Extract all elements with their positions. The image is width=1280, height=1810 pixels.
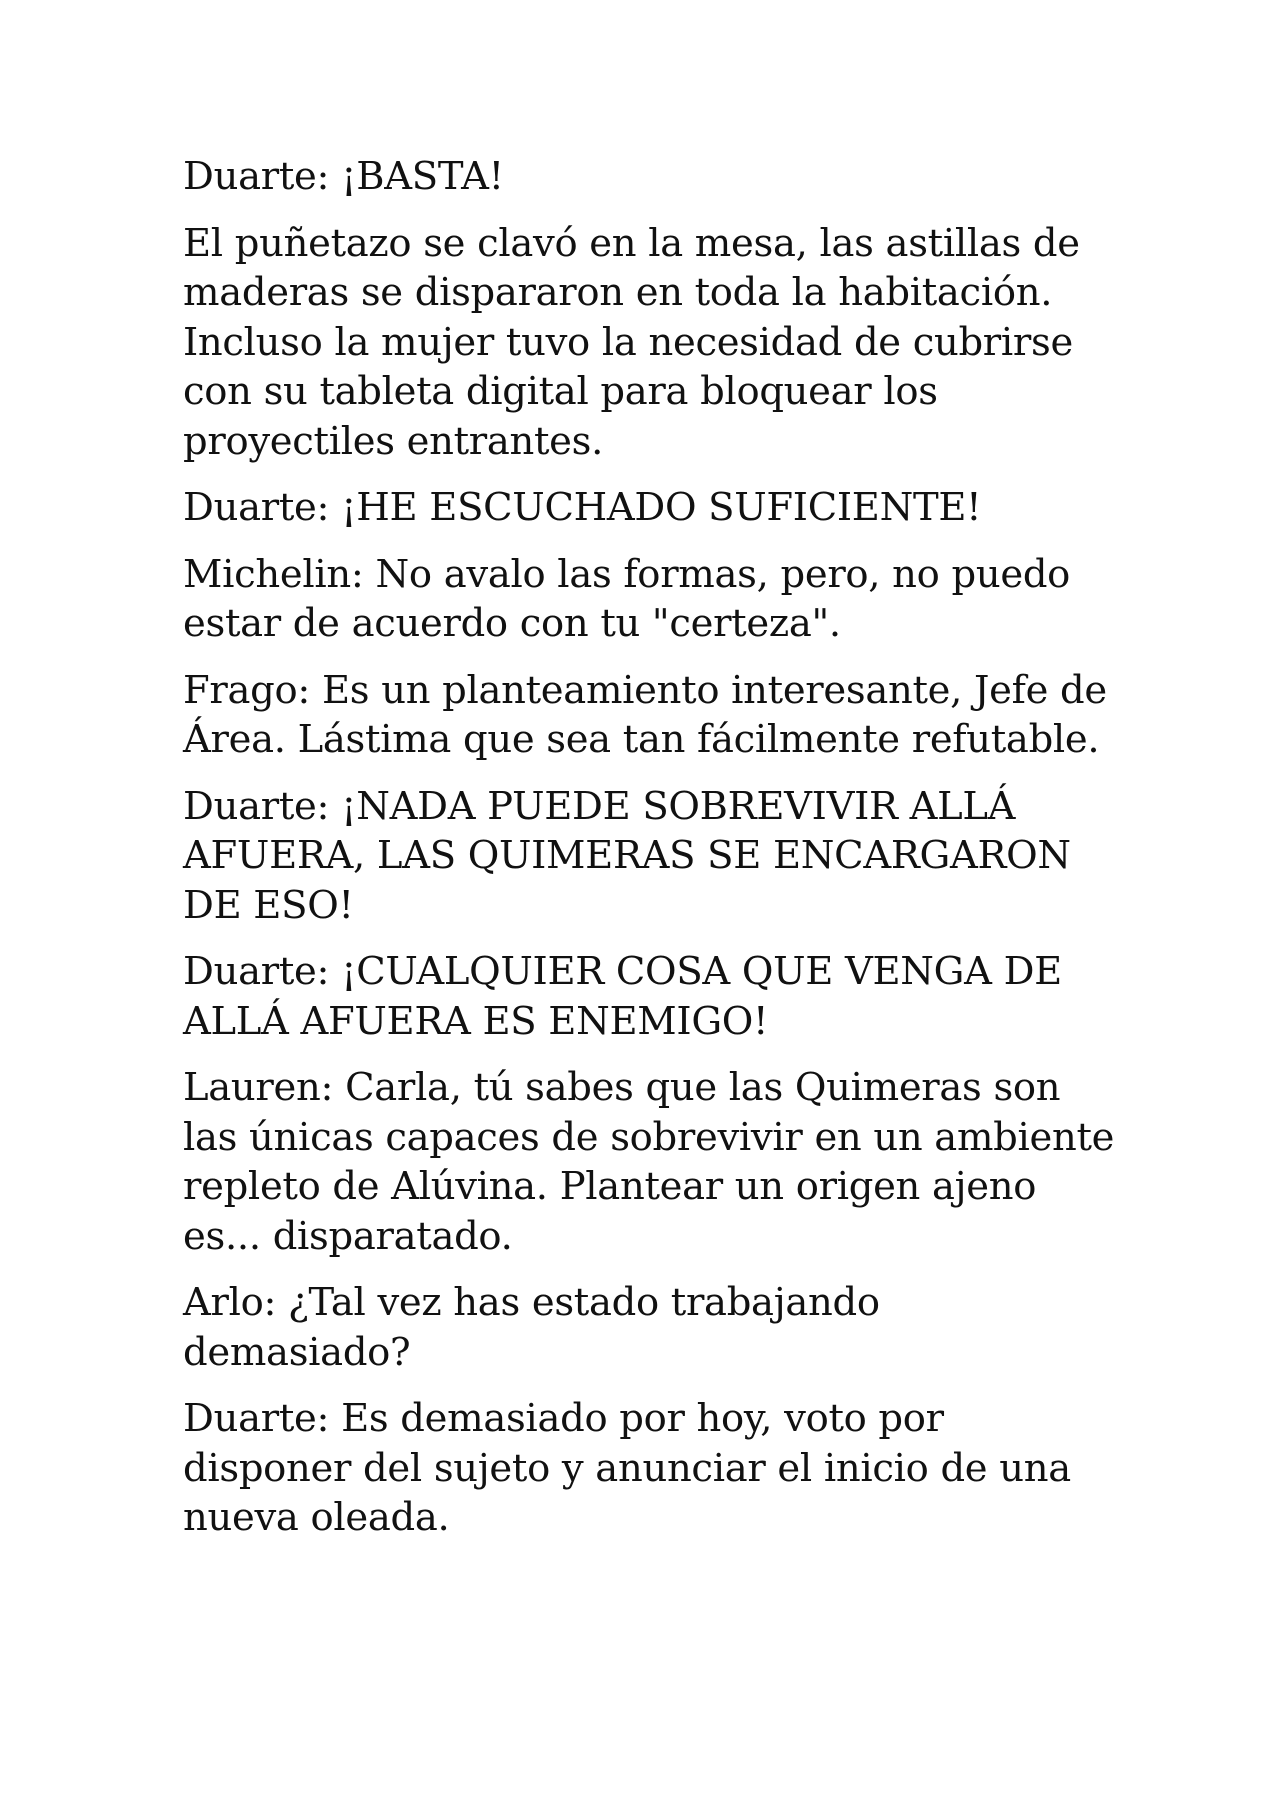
- paragraph-10: Duarte: Es demasiado por hoy, voto por disponer del sujeto y anunciar el inicio de una nueva oleada.: [183, 1396, 1071, 1540]
- paragraph-5: Frago: Es un planteamiento interesante, Jefe de Área. Lástima que sea tan fácilmente refutable.: [183, 667, 1107, 762]
- paragraph-3: Duarte: ¡HE ESCUCHADO SUFICIENTE!: [183, 485, 982, 530]
- paragraph-7: Duarte: ¡CUALQUIER COSA QUE VENGA DE ALLÁ AFUERA ES ENEMIGO!: [183, 949, 1062, 1044]
- paragraph-4: Michelin: No avalo las formas, pero, no puedo estar de acuerdo con tu "certeza".: [183, 551, 1071, 646]
- paragraph-6: Duarte: ¡NADA PUEDE SOBREVIVIR ALLÁ AFUERA, LAS QUIMERAS SE ENCARGARON DE ESO!: [183, 783, 1071, 928]
- paragraph-2: El puñetazo se clavó en la mesa, las astillas de maderas se dispararon en toda la habitación. Incluso la mujer tuvo la necesidad de cubrirse con su tableta digital para bloquear los proyectiles entrantes.: [183, 220, 1080, 464]
- paragraph-8: Lauren: Carla, tú sabes que las Quimeras son las únicas capaces de sobrevivir en un ambiente repleto de Alúvina. Plantear un origen ajeno es... disparatado.: [183, 1065, 1115, 1259]
- document-body: [183, 152, 1118, 1560]
- paragraph-9: Arlo: ¿Tal vez has estado trabajando demasiado?: [183, 1280, 880, 1375]
- paragraph-1: Duarte: ¡BASTA!: [183, 154, 504, 199]
